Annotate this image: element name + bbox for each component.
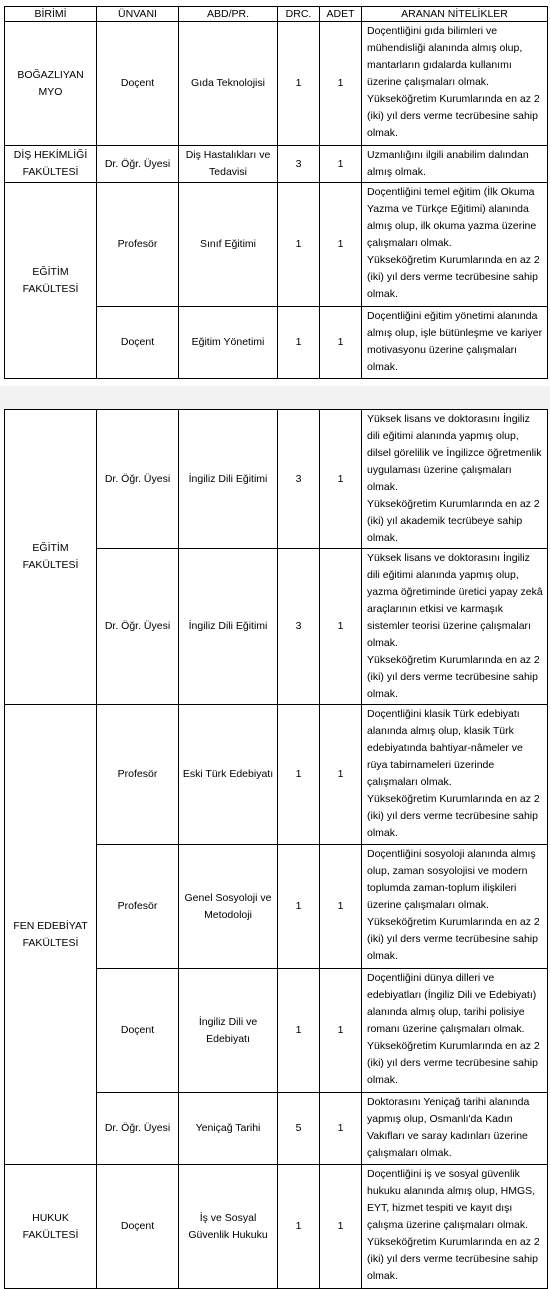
department-cell: Eğitim Yönetimi [179, 307, 278, 379]
requirement-text: Doçentliğini eğitim yönetimi alanında almış olup, işle bütünleşme ve kariyer motivasyonu üzerine çalışmaları olmak. [367, 310, 543, 373]
title-cell: Dr. Öğr. Üyesi [97, 410, 179, 549]
requirement-text: Doçentliğini sosyoloji alanında almış olup, zaman sosyolojisi ve modern toplumda zaman-toplum ilişkileri üzerine çalışmaları olmak. [367, 848, 536, 911]
requirement-text: Uzmanlığını ilgili anabilim dalından almış olmak. [367, 149, 529, 178]
requirements-cell [362, 183, 548, 307]
count-cell: 1 [320, 705, 362, 845]
requirements-cell [362, 845, 548, 969]
header-aranan-nitelikler: ARANAN NİTELİKLER [362, 7, 548, 22]
title-cell: Dr. Öğr. Üyesi [97, 1093, 179, 1165]
requirement-text: Yükseköğretim Kurumlarında en az 2 (iki) yıl ders verme tecrübesine sahip olmak. [367, 1236, 540, 1282]
requirements-cell [362, 410, 548, 549]
department-cell: Gıda Teknolojisi [179, 22, 278, 146]
title-cell: Profesör [97, 705, 179, 845]
table-row [5, 146, 548, 183]
count-cell: 1 [320, 1165, 362, 1289]
header-abd-pr: ABD/PR. [179, 7, 278, 22]
degree-cell: 1 [278, 307, 320, 379]
department-cell: İngiliz Dili Eğitimi [179, 410, 278, 549]
count-cell: 1 [320, 969, 362, 1093]
requirement-text: Doktorasını Yeniçağ tarihi alanında yapmış olup, Osmanlı'da Kadın Vakıfları ve saray kadınları üzerine çalışmaları olmak. [367, 1096, 530, 1159]
title-cell: Profesör [97, 183, 179, 307]
department-cell: İngiliz Dili ve Edebiyatı [179, 969, 278, 1093]
degree-cell: 3 [278, 549, 320, 705]
header-unvani: ÜNVANI [97, 7, 179, 22]
count-cell: 1 [320, 1093, 362, 1165]
requirements-cell [362, 1165, 548, 1289]
header-adet: ADET [320, 7, 362, 22]
table-row [5, 1165, 548, 1289]
department-cell: İngiliz Dili Eğitimi [179, 549, 278, 705]
count-cell: 1 [320, 549, 362, 705]
requirement-text: Doçentliğini temel eğitim (İlk Okuma Yazma ve Türkçe Eğitimi) alanında almış olup, ilk okuma yazma üzerine çalışmaları olmak. [367, 186, 537, 249]
requirement-text: Doçentliğini gıda bilimleri ve mühendisliği alanında almış olup, mantarların gıdalarda kullanımı üzerine çalışmaları olmak. [367, 25, 523, 88]
header-birimi: BİRİMİ [5, 7, 97, 22]
requirement-text: Yükseköğretim Kurumlarında en az 2 (iki) yıl ders verme tecrübesine sahip olmak. [367, 654, 540, 700]
requirement-text: Doçentliğini dünya dilleri ve edebiyatları (İngiliz Dili ve Edebiyatı) alanında almış olup, tarihi polisiye romanı üzerine çalışmaları olmak. [367, 972, 537, 1035]
page-break-gap [0, 386, 550, 409]
unit-cell: FEN EDEBİYAT FAKÜLTESİ [5, 705, 97, 1165]
requirement-text: Yükseköğretim Kurumlarında en az 2 (iki) yıl ders verme tecrübesine sahip olmak. [367, 254, 540, 300]
table-row [5, 410, 548, 549]
degree-cell: 1 [278, 705, 320, 845]
requirement-text: Doçentliğini klasik Türk edebiyatı alanında almış olup, klasik Türk edebiyatında bahtiyar-nâmeler ve rüya tabirnameleri üzerinde çalışmaları olmak. [367, 708, 523, 788]
unit-cell: BOĞAZLIYAN MYO [5, 22, 97, 146]
title-cell: Doçent [97, 22, 179, 146]
requirement-text: Yükseköğretim Kurumlarında en az 2 (iki) yıl ders verme tecrübesine sahip olmak. [367, 93, 540, 139]
requirements-cell [362, 969, 548, 1093]
requirement-text: Yükseköğretim Kurumlarında en az 2 (iki) yıl ders verme tecrübesine sahip olmak. [367, 916, 540, 962]
title-cell: Dr. Öğr. Üyesi [97, 146, 179, 183]
unit-cell: HUKUK FAKÜLTESİ [5, 1165, 97, 1289]
positions-table-part-2 [4, 409, 548, 1289]
department-cell: İş ve Sosyal Güvenlik Hukuku [179, 1165, 278, 1289]
header-row [5, 7, 548, 22]
degree-cell: 1 [278, 22, 320, 146]
count-cell: 1 [320, 845, 362, 969]
degree-cell: 5 [278, 1093, 320, 1165]
requirement-text: Doçentliğini iş ve sosyal güvenlik hukuku alanında almış olup, HMGS, EYT, hizmet tespiti ve kayıt dışı çalışma üzerine çalışmaları olmak. [367, 1168, 536, 1231]
requirements-cell [362, 705, 548, 845]
title-cell: Doçent [97, 969, 179, 1093]
requirement-text: Yüksek lisans ve doktorasını İngiliz dili eğitimi alanında yapmış olup, dilsel görelilik ve İngilizce öğretmenlik uygulaması üzerine çalışmaları olmak. [367, 413, 542, 493]
unit-cell: DİŞ HEKİMLİĞİ FAKÜLTESİ [5, 146, 97, 183]
table-row [5, 22, 548, 146]
department-cell: Genel Sosyoloji ve Metodoloji [179, 845, 278, 969]
positions-table-part-1 [4, 6, 548, 379]
count-cell: 1 [320, 410, 362, 549]
department-cell: Sınıf Eğitimi [179, 183, 278, 307]
degree-cell: 1 [278, 969, 320, 1093]
unit-cell: EĞİTİM FAKÜLTESİ [5, 410, 97, 705]
title-cell: Doçent [97, 307, 179, 379]
degree-cell: 1 [278, 845, 320, 969]
requirements-cell [362, 549, 548, 705]
count-cell: 1 [320, 183, 362, 307]
table-row [5, 183, 548, 307]
department-cell: Diş Hastalıkları ve Tedavisi [179, 146, 278, 183]
department-cell: Eski Türk Edebiyatı [179, 705, 278, 845]
count-cell: 1 [320, 307, 362, 379]
count-cell: 1 [320, 146, 362, 183]
count-cell: 1 [320, 22, 362, 146]
requirement-text: Yükseköğretim Kurumlarında en az 2 (iki) yıl akademik tecrübeye sahip olmak. [367, 498, 540, 544]
title-cell: Dr. Öğr. Üyesi [97, 549, 179, 705]
degree-cell: 1 [278, 183, 320, 307]
requirements-cell [362, 146, 548, 183]
degree-cell: 1 [278, 1165, 320, 1289]
degree-cell: 3 [278, 146, 320, 183]
requirements-cell [362, 1093, 548, 1165]
department-cell: Yeniçağ Tarihi [179, 1093, 278, 1165]
title-cell: Profesör [97, 845, 179, 969]
requirements-cell [362, 307, 548, 379]
degree-cell: 3 [278, 410, 320, 549]
requirements-cell [362, 22, 548, 146]
title-cell: Doçent [97, 1165, 179, 1289]
unit-cell: EĞİTİM FAKÜLTESİ [5, 183, 97, 379]
table-row [5, 705, 548, 845]
header-drc: DRC. [278, 7, 320, 22]
requirement-text: Yükseköğretim Kurumlarında en az 2 (iki) yıl ders verme tecrübesine sahip olmak. [367, 1040, 540, 1086]
requirement-text: Yüksek lisans ve doktorasını İngiliz dili eğitimi alanında yapmış olup, yazma öğretiminde üretici yapay zekâ araçlarının etkisi ve karmaşık sistemler teorisi üzerine çalışmaları olmak. [367, 552, 543, 649]
requirement-text: Yükseköğretim Kurumlarında en az 2 (iki) yıl ders verme tecrübesine sahip olmak. [367, 793, 540, 839]
